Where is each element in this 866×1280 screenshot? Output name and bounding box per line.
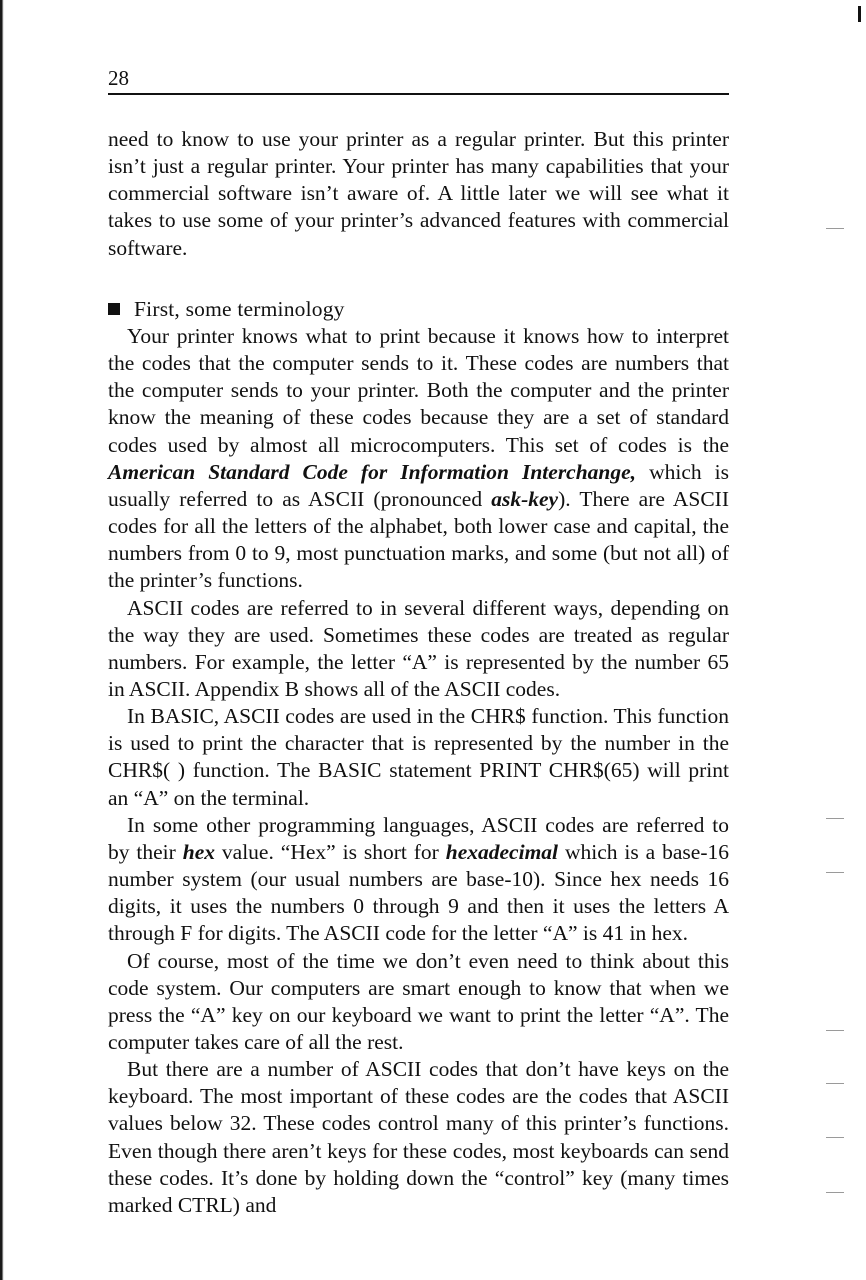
scan-margin-mark <box>826 1137 844 1138</box>
paragraph-control-codes: But there are a number of ASCII codes that don’t have keys on the keyboard. The most important of these codes are the codes that ASCII values below 32. These codes control many of this printer’s functions. Even though there aren’t keys for these codes, most keyboards can send these codes. It’s done by holding down the “control” key (many times marked CTRL) and <box>108 1057 729 1217</box>
paragraph-ascii-intro <box>108 323 729 595</box>
header-rule <box>108 93 729 95</box>
paragraph-text: value. “Hex” is short for <box>215 839 446 864</box>
square-bullet-icon <box>108 303 120 315</box>
scan-margin-mark <box>826 1030 844 1031</box>
scan-margin-mark <box>826 1083 844 1084</box>
emphasis-hex: hex <box>182 839 215 864</box>
emphasis-ascii-name: American Standard Code for Information Interchange, <box>108 459 637 484</box>
paragraph-code-system: Of course, most of the time we don’t even need to think about this code system. Our computers are smart enough to know that when we press the “A” key on our keyboard we want to print the letter “A”. The computer takes care of all the rest. <box>108 948 729 1054</box>
paragraph-text: which is usually referred to as ASCII (pronounced <box>108 459 729 511</box>
scan-margin-mark <box>826 228 844 229</box>
emphasis-hexadecimal: hexadecimal <box>445 839 559 864</box>
paragraph-text: which is a base-16 number system (our usual numbers are base-10). Since hex needs 16 digits, it uses the numbers 0 through 9 and then it uses the letters A through F for digits. The ASCII code for the letter “A” is 41 in hex. <box>108 839 729 946</box>
paragraph-text: ). There are ASCII codes for all the letters of the alphabet, both lower case and capital, the numbers from 0 to 9, most punctuation marks, and some (but not all) of the printer’s functions. <box>108 486 729 593</box>
paragraph-text: In some other programming languages, ASCII codes are referred to by their <box>108 812 729 864</box>
emphasis-pronunciation: ask-key <box>491 486 559 511</box>
page-binding-edge <box>0 0 4 1280</box>
paragraph-text: Your printer knows what to print because it knows how to interpret the codes that the computer sends to it. These codes are numbers that the computer sends to your printer. Both the computer and the printer know the meaning of these codes because they are a set of standard codes used by almost all microcomputers. This set of codes is the <box>108 323 729 457</box>
section-heading-text: First, some terminology <box>134 296 345 321</box>
intro-paragraph: need to know to use your printer as a regular printer. But this printer isn’t just a regular printer. Your printer has many capabilities that your commercial software isn’t aware of. A little later we will see what it takes to use some of your printer’s advanced features with commercial software. <box>108 127 729 260</box>
paragraph-basic-chr: In BASIC, ASCII codes are used in the CHR$ function. This function is used to print the character that is represented by the number in the CHR$( ) function. The BASIC statement PRINT CHR$(65) will print an “A” on the terminal. <box>108 704 729 810</box>
scan-margin-mark <box>826 1192 844 1193</box>
paragraph-hex <box>108 812 729 948</box>
section-heading <box>108 296 729 323</box>
page-number: 28 <box>108 66 129 90</box>
scan-margin-mark <box>826 872 844 873</box>
scan-corner-mark <box>858 6 861 22</box>
paragraph-ascii-usage: ASCII codes are referred to in several different ways, depending on the way they are used. Sometimes these codes are treated as regular numbers. For example, the letter “A” is represented by the number 65 in ASCII. Appendix B shows all of the ASCII codes. <box>108 595 729 701</box>
page-body <box>108 126 729 1219</box>
scan-margin-mark <box>826 818 844 819</box>
